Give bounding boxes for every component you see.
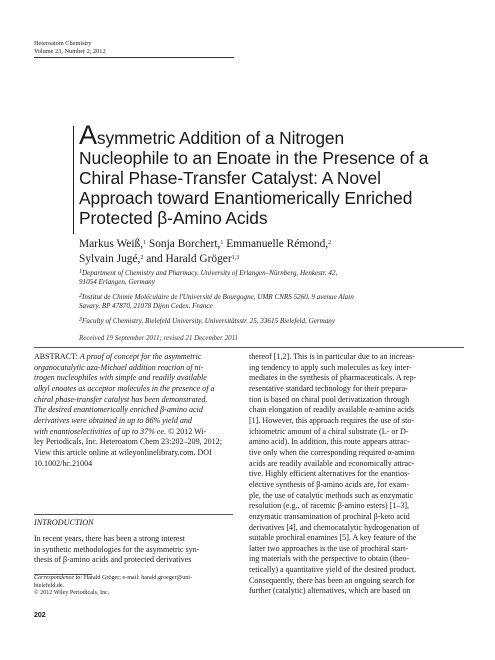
title-accent-rule [73, 126, 74, 234]
author-affil-mark: 2 [328, 240, 332, 246]
affiliation-3 [79, 317, 479, 326]
body-line: suitable prochiral enamines [5]. A key feature of the [249, 533, 417, 543]
author-name: Markus Weiß, [79, 238, 144, 250]
body-line: acids are readily available and economically attrac- [249, 458, 415, 468]
title-line-2: Nucleophile to an Enoate in the Presence of a [79, 148, 429, 168]
article-title [79, 120, 479, 228]
section-rule [34, 514, 233, 515]
correspondence-text: Harald Gröger; e-mail: harald.groeger@uni- [82, 575, 193, 581]
abstract-doi: 10.1002/hc.21004 [34, 458, 93, 468]
affil-mark: 3 [79, 317, 82, 323]
received-dates: Received 19 September 2011; revised 21 December 2011 [79, 334, 239, 342]
affil-mark: 2 [79, 293, 82, 299]
body-line: derivatives [4], and chemocatalytic hydrogenation of [249, 522, 420, 532]
body-line: resolution (e.g., of racemic β-amino esters) [1–3], [249, 501, 410, 511]
body-line: enzymatic transamination of prochiral β-keto acid [249, 511, 410, 521]
title-line-5: Protected β-Amino Acids [79, 208, 268, 228]
body-line: ing tendency to apply such molecules as key inter- [249, 362, 412, 372]
affil-mark: 1 [79, 269, 82, 275]
journal-header [34, 40, 106, 56]
body-line: latter two approaches is the use of prochiral start- [249, 543, 409, 553]
affiliation-2 [79, 293, 479, 312]
abstract-line: with enantioselectivities of up to 37% ee. [34, 426, 167, 436]
title-block-rule [34, 347, 464, 348]
body-line: retically) a quantitative yield of the desired product. [249, 565, 417, 575]
body-line: Consequently, there has been an ongoing search for [249, 575, 415, 585]
abstract-line: ley Periodicals, Inc. Heteroatom Chem 23:202–209, 2012; [34, 437, 222, 447]
body-line: ple, the use of catalytic methods such as enzymatic [249, 490, 414, 500]
correspondence-text: bielefeld.de. [34, 582, 65, 589]
abstract-line: chiral phase-transfer catalyst has been demonstrated. [34, 394, 208, 404]
author-affil-mark: 2 [140, 255, 144, 261]
introduction-text [34, 534, 233, 566]
copyright-line: © 2012 Wiley Periodicals, Inc. [34, 590, 110, 597]
body-line: tive. Highly efficient alternatives for the enantios- [249, 469, 410, 479]
author-list [79, 237, 479, 267]
title-line-3: Chiral Phase-Transfer Catalyst: A Novel [79, 168, 381, 188]
abstract-line: trogen nucleophiles with simple and readily available [34, 373, 207, 383]
abstract-line: View this article online at wileyonlinelibrary.com. DOI [34, 447, 212, 457]
title-line-1: symmetric Addition of a Nitrogen [96, 128, 345, 148]
abstract-line: alkyl enoates as acceptor molecules in the presence of a [34, 383, 215, 393]
abstract [34, 352, 233, 469]
body-line: [1]. However, this approach requires the use of sto- [249, 415, 415, 425]
intro-line: In recent years, there has been a strong interest [34, 534, 185, 543]
affil-line: Savary, BP 47870, 21078 Dijon Cedex, France [79, 302, 213, 311]
author-affil-mark: 1 [143, 240, 147, 246]
correspondence-label: Correspondence to: [34, 575, 83, 581]
journal-volume: Volume 23, Number 2, 2012 [34, 48, 106, 55]
title-line-4: Approach toward Enantiomerically Enriched [79, 188, 413, 208]
author-affil-mark: 1,3 [231, 255, 240, 261]
affiliation-1 [79, 269, 479, 288]
author-name: Sonja Borchert, [148, 238, 221, 250]
body-line: elective synthesis of β-amino acids are, for exam- [249, 479, 410, 489]
affil-line: Department of Chemistry and Pharmacy, University of Erlangen–Nürnberg, Henkestr. 42, [82, 269, 338, 277]
section-heading-introduction: INTRODUCTION [34, 518, 94, 527]
body-line: resentative standard technology for their prepara- [249, 383, 408, 393]
title-initial: A [79, 120, 97, 150]
author-name: Emmanuelle Rémond, [226, 238, 329, 250]
author-name: and Harald Gröger [146, 253, 232, 265]
body-line: further (catalytic) alternatives, which are based on [249, 586, 411, 596]
author-affil-mark: 1 [220, 240, 224, 246]
abstract-label: ABSTRACT: [34, 352, 78, 361]
body-line: mediates in the synthesis of pharmaceuticals. A rep- [249, 373, 417, 383]
body-line: tion is based on chiral pool derivatization through [249, 394, 410, 404]
body-line: thereof [1,2]. This is in particular due to an increas- [249, 352, 415, 361]
author-name: Sylvain Jugé, [79, 253, 141, 265]
body-line: chain elongation of readily available α-amino acids [249, 405, 415, 415]
journal-name: Heteroatom Chemistry [34, 40, 92, 47]
correspondence-footnote [34, 575, 233, 598]
abstract-line: The desired enantiomerically enriched β-amino acid [34, 405, 203, 415]
body-line: tive only when the corresponding required α-amino [249, 447, 415, 457]
header-rule [34, 57, 234, 58]
affil-line: Faculty of Chemistry, Bielefeld University, Universitätsstr. 25, 33615 Bielefeld, Germany [82, 317, 335, 325]
intro-line: in synthetic methodologies for the asymmetric syn- [34, 544, 200, 554]
body-line: amino acid). In addition, this route appears attrac- [249, 437, 410, 447]
affil-line: Institut de Chimie Moléculaire de l'Université de Bourgogne, UMR CNRS 5260, 9 avenue Alain [82, 293, 354, 301]
body-right-column [249, 352, 465, 597]
page-number: 202 [34, 612, 46, 619]
abstract-line: derivatives were obtained in up to 86% yield and [34, 415, 192, 425]
abstract-line: A proof of concept for the asymmetric [79, 352, 202, 361]
abstract-copyright: © 2012 Wi- [166, 426, 207, 436]
body-line: ichiometric amount of a chiral substrate (L- or D- [249, 426, 409, 436]
affil-line: 91054 Erlangen, Germany [79, 278, 155, 287]
body-line: ing materials with the perspective to obtain (theo- [249, 554, 410, 564]
intro-line: thesis of β-amino acids and protected derivatives [34, 555, 192, 565]
abstract-line: organocatalytic aza-Michael addition reaction of ni- [34, 362, 204, 372]
